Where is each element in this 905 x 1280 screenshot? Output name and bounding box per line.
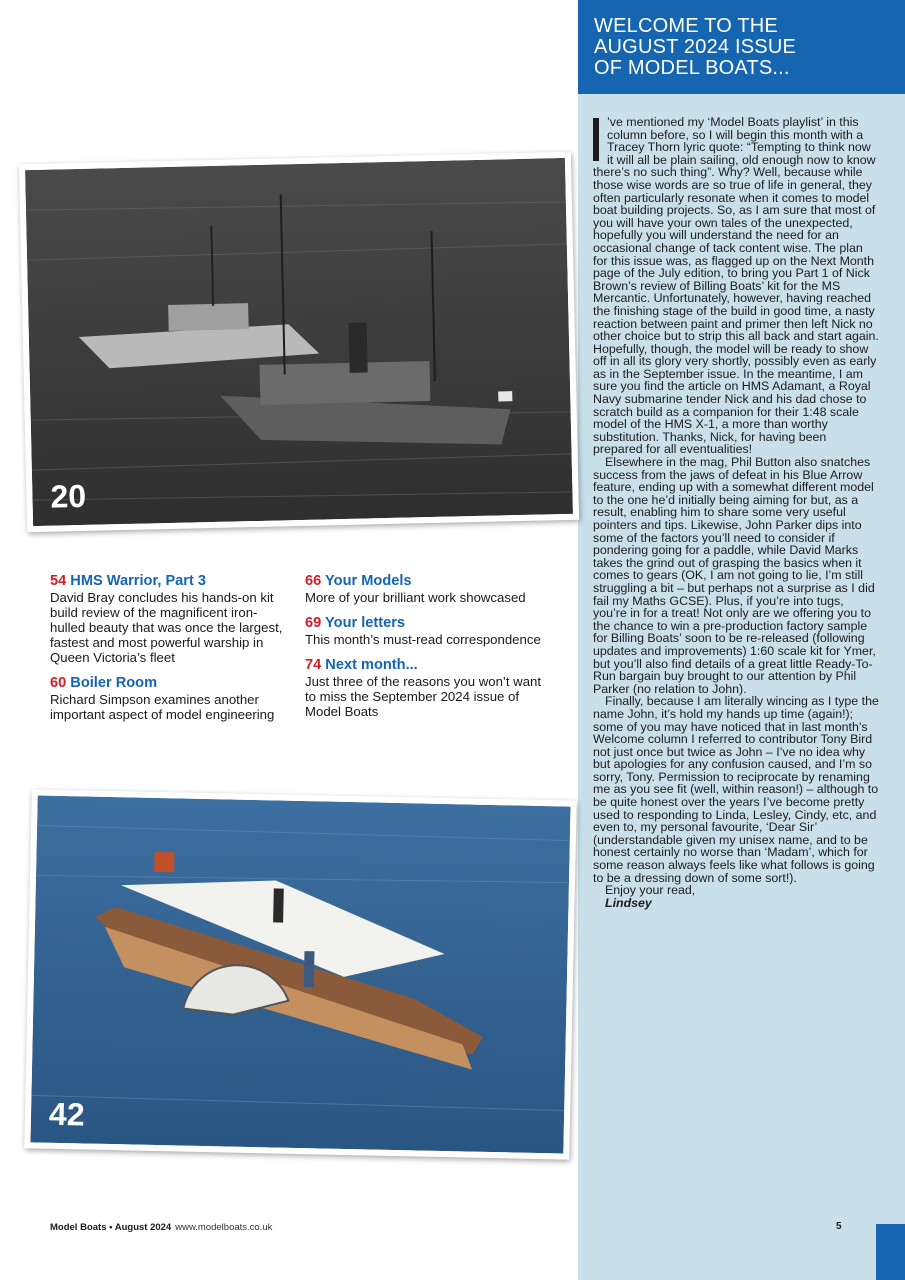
entry-title: Boiler Room [70,675,158,691]
entry-title: Next month... [325,657,418,673]
editorial-paragraph-1: ’ve mentioned my ‘Model Boats playlist’ in this column before, so I will begin this month with a Tracey Thorn lyric quote: “Tempting to think now it will all be plain sailing, old enough now to know there’s no such thing”. Why? Well, because while those wise words are so true of life in general, they often particularly resonate when it comes to model boat building projects. So, as I am sure that most of you will have your own tales of the unexpected, hopefully you will understand the need for an occasional change of tack content wise. The plan for this issue was, as flagged up on the Next Month page of the July edition, to bring you Part 1 of Nick Brown’s review of Billing Boats’ kit for the MS Mercantic. Unfortunately, however, having reached the finishing stage of the build in good time, a nasty reaction between paint and primer then left Nick no other choice but to strip this all back and start again. Hopefully, though, the model will be ready to show off in all its glory very shortly, possibly even as early as in the September issue. In the meantime, I am sure you find the article on HMS Adamant, a Royal Navy submarine tender Nick and his dad chose to scratch build as a companion for their 1:48 scale model of the HMS X-1, a more than worthy substitution. Thanks, Nick, for having been prepared for all eventualities! [593,115,879,457]
footer-url: www.modelboats.co.uk [175,1222,273,1233]
paddle-steamer-photo-image [30,795,570,1153]
entry-title: Your Models [325,573,412,589]
editorial-text [593,116,879,909]
contents-entry-warrior [50,573,290,665]
entry-description: More of your brilliant work showcased [305,590,526,605]
photo-page-number-20: 20 [50,477,87,515]
welcome-title-line-1: WELCOME TO THE [594,15,778,37]
entry-page-number: 60 [50,675,67,691]
editorial-paragraph-4: Enjoy your read, [605,883,696,898]
warship-photo-image [25,158,573,526]
entry-title: Your letters [325,615,406,631]
contents-entry-your-models [305,573,555,605]
welcome-title-line-3: OF MODEL BOATS... [594,57,790,79]
entry-description: David Bray concludes his hands-on kit build review of the magnificent iron-hulled beauty that was once the largest, fastest and most powerful warship in Queen Victoria’s fleet [50,590,283,665]
contents-entry-boiler-room [50,675,290,722]
footer-magazine: Model Boats • August 2024 [50,1222,172,1233]
paddle-steamer-photo [24,789,576,1159]
entry-page-number: 69 [305,615,322,631]
contents-left-column [50,573,290,732]
warship-photo [19,152,579,532]
entry-page-number: 74 [305,657,322,673]
editorial-signoff: Lindsey [605,895,652,910]
editorial-paragraph-3: Finally, because I am literally wincing as I type the name John, it’s hold my hands up time (again!); some of you may have noticed that in last month’s Welcome column I referred to contributor Tony Bird not just once but twice as John – I’ve no idea why but apologies for any confusion caused, and I’m so sorry, Tony. Permission to reciprocate by renaming me as you see fit (well, within reason!) – although to be quite honest over the years I’ve become pretty used to responding to Linda, Lesley, Cindy, etc, and even to, my personal favourite, ‘Dear Sir’ (understandable given my unisex name, and to be honest certainly no worse than ‘Madam’, which for some reason always feels like what follows is going to be a dressing down of some sort!). [593,694,879,885]
drop-cap-i [593,118,599,161]
contents-entry-next-month [305,657,555,719]
welcome-title-line-2: AUGUST 2024 ISSUE [594,36,797,58]
entry-description: Just three of the reasons you won’t want to miss the September 2024 issue of Model Boats [305,674,542,719]
entry-description: Richard Simpson examines another important aspect of model engineering [50,692,275,722]
entry-page-number: 66 [305,573,322,589]
contents-entry-your-letters [305,615,555,647]
page-edge-tab [876,1224,905,1280]
photo-page-number-42: 42 [48,1095,85,1133]
entry-page-number: 54 [50,573,67,589]
entry-title: HMS Warrior, Part 3 [70,573,207,589]
page-number: 5 [836,1221,842,1232]
welcome-heading [578,0,905,94]
entry-description: This month’s must-read correspondence [305,632,541,647]
page-footer [50,1222,272,1233]
contents-right-column [305,573,555,729]
editorial-paragraph-2: Elsewhere in the mag, Phil Button also snatches success from the jaws of defeat in his Blue Arrow feature, ending up with a somewhat different model to the one he’d initially being aiming for but, as a result, enabling him to share some very useful pointers and tips. Likewise, John Parker dips into some of the factors you’ll need to consider if pondering going for a paddle, while David Marks takes the grind out of grasping the basics when it comes to gears (OK, I am not going to lie, I’m still struggling a bit – but perhaps not a surprise as I did fail my Maths GCSE). Plus, if you’re into tugs, you’re in for a treat! Not only are we offering you to the chance to win a pre-production factory sample for Billing Boats’ soon to be re-released (following updates and improvements) 1:60 scale kit for Ymer, but you’ll also find details of a great little Ready-To-Run bargain buy brought to our attention by Phil Parker (no relation to John). [593,455,876,696]
